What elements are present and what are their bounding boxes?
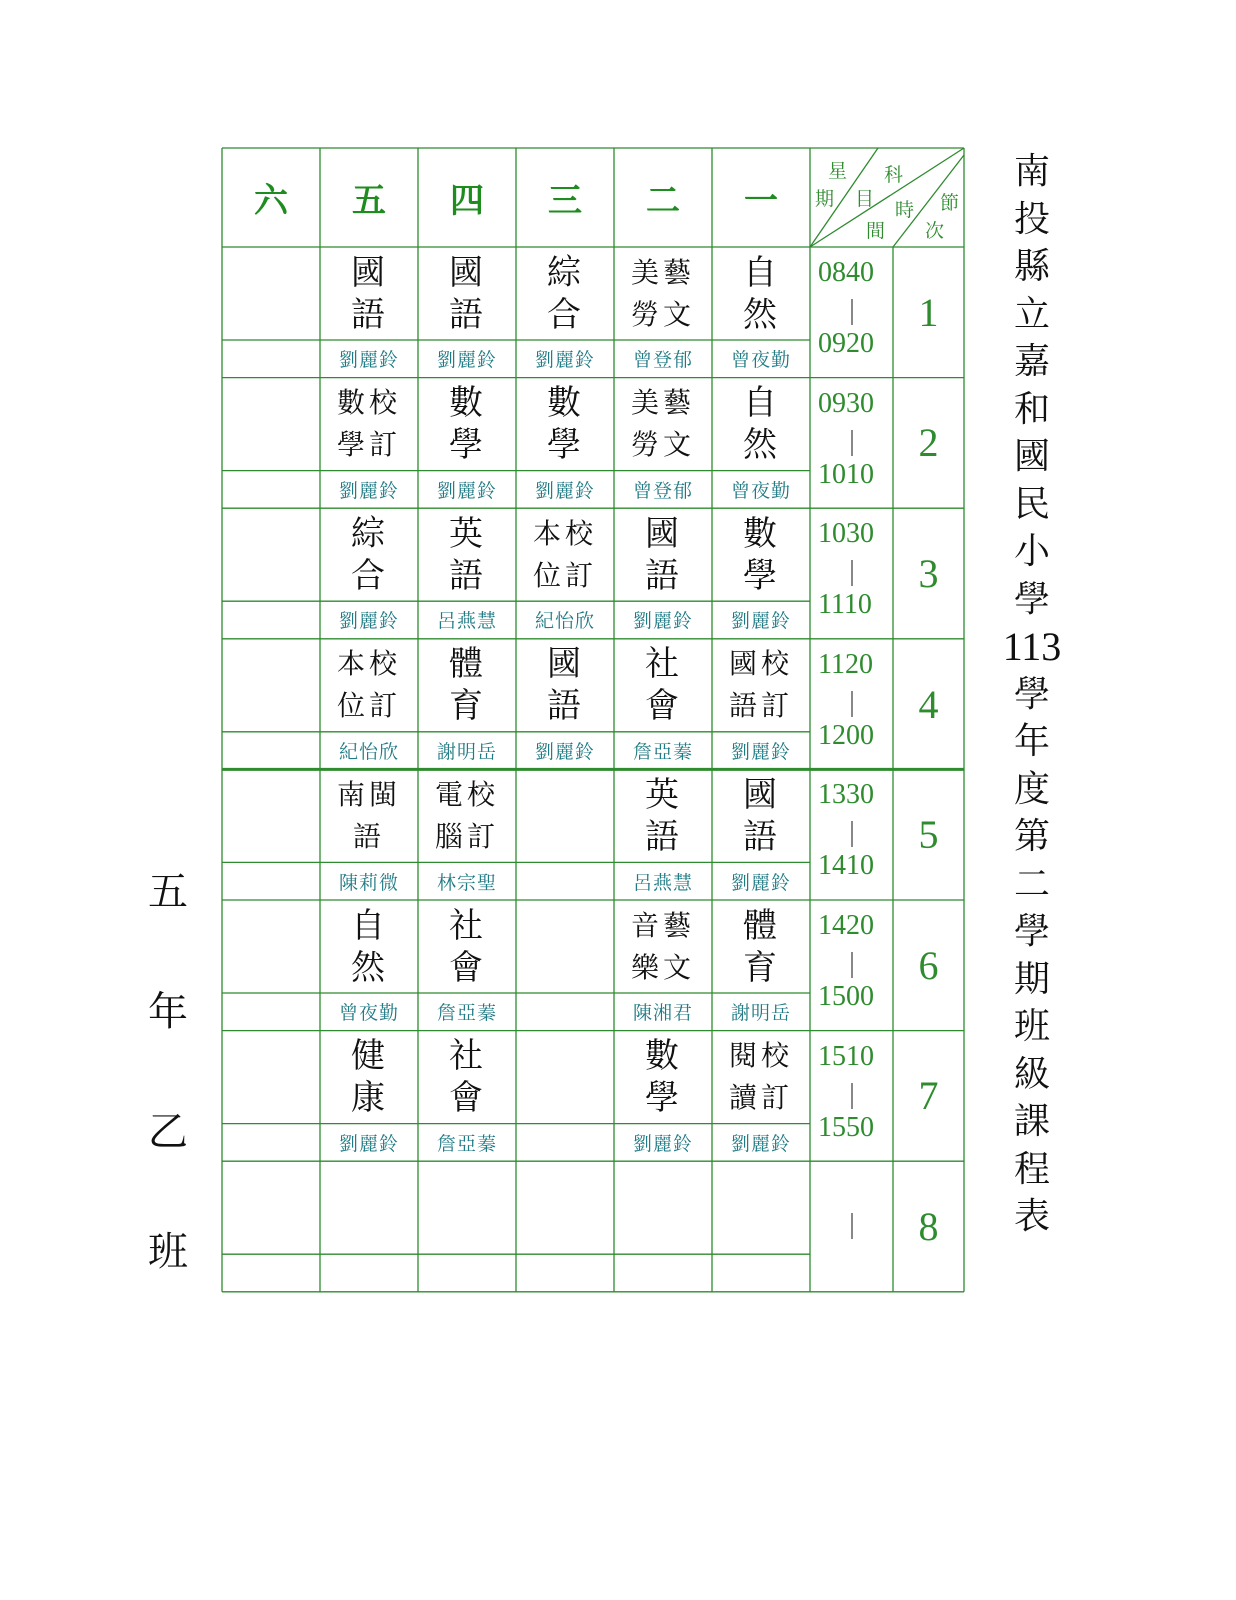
title-char: 級 (1013, 1053, 1050, 1095)
start-time: 1330 (818, 779, 874, 811)
day-header: 六 (254, 181, 288, 221)
teacher-name: 曾登郁 (632, 349, 693, 372)
teacher-name: 劉麗鈴 (436, 479, 497, 502)
title-char: 國 (1013, 436, 1050, 477)
day-header: 二 (646, 181, 680, 221)
subject-cell: 閱校 讀訂 (728, 1039, 793, 1115)
period-number: 8 (918, 1203, 939, 1249)
subject-cell: 健 康 (351, 1036, 387, 1119)
teacher-name: 劉麗鈴 (338, 479, 399, 502)
time-separator (851, 952, 853, 978)
teacher-name: 劉麗鈴 (534, 479, 595, 502)
subject-cell: 綜 合 (351, 513, 387, 596)
start-time: 1030 (818, 518, 874, 550)
subject-cell: 社 會 (645, 644, 681, 727)
day-header: 三 (548, 181, 582, 221)
teacher-name: 詹亞蓁 (632, 741, 693, 764)
subject-cell: 自 然 (351, 905, 387, 988)
teacher-name: 曾夜勤 (730, 479, 791, 502)
subject-cell: 美藝 勞文 (630, 255, 695, 331)
teacher-name: 劉麗鈴 (534, 741, 595, 764)
title-char: 南 (1013, 151, 1050, 192)
title-char: 小 (1013, 531, 1050, 572)
end-time: 1550 (818, 1111, 874, 1143)
class-name (140, 860, 196, 1340)
subject-cell: 美藝 勞文 (630, 386, 695, 462)
subject-cell: 社 會 (449, 905, 485, 988)
subject-cell: 自 然 (743, 383, 779, 466)
teacher-name: 劉麗鈴 (632, 1132, 693, 1155)
subject-cell: 自 然 (743, 252, 779, 335)
time-separator (851, 430, 853, 456)
time-separator (851, 1083, 853, 1109)
time-separator (851, 299, 853, 325)
title-char: 度 (1013, 768, 1050, 810)
start-time: 0930 (818, 387, 874, 419)
title-char: 嘉 (1013, 341, 1050, 382)
title-char: 班 (1013, 1006, 1050, 1047)
corner-label-ci: 次 (925, 220, 945, 242)
teacher-name: 呂燕慧 (436, 610, 497, 633)
teacher-name: 劉麗鈴 (338, 349, 399, 372)
title-char: 立 (1013, 293, 1050, 335)
teacher-name: 曾夜勤 (338, 1002, 399, 1025)
teacher-name: 劉麗鈴 (436, 349, 497, 372)
subject-cell: 英 語 (449, 513, 485, 596)
corner-label-item: 目 (855, 188, 875, 210)
teacher-name: 紀怡欣 (534, 610, 595, 633)
teacher-name: 紀怡欣 (338, 741, 399, 764)
time-separator (851, 691, 853, 717)
subject-cell: 英 語 (645, 774, 681, 857)
subject-cell: 國 語 (547, 644, 583, 727)
subject-cell: 數 學 (547, 383, 583, 466)
title-char: 縣 (1013, 246, 1050, 287)
teacher-name: 劉麗鈴 (338, 1132, 399, 1155)
subject-cell: 南閩 語 (336, 777, 401, 853)
time-separator (851, 821, 853, 847)
subject-cell: 數 學 (743, 513, 779, 596)
teacher-name: 劉麗鈴 (730, 741, 791, 764)
corner-label-subject: 科 (884, 164, 904, 186)
day-header: 一 (744, 181, 778, 221)
teacher-name: 曾登郁 (632, 479, 693, 502)
subject-cell: 電校 腦訂 (434, 777, 499, 853)
corner-label-jie: 節 (940, 192, 960, 214)
subject-cell: 本校 位訂 (532, 516, 597, 592)
teacher-name: 劉麗鈴 (632, 610, 693, 633)
title-char: 和 (1013, 388, 1050, 430)
subject-cell: 綜 合 (547, 252, 583, 335)
teacher-name: 劉麗鈴 (338, 610, 399, 633)
teacher-name: 陳莉微 (338, 871, 399, 894)
subject-cell: 社 會 (449, 1036, 485, 1119)
teacher-name: 劉麗鈴 (730, 610, 791, 633)
teacher-name: 劉麗鈴 (730, 871, 791, 894)
period-number: 2 (918, 420, 939, 466)
corner-label-time: 時 (895, 199, 915, 221)
teacher-name: 林宗聖 (436, 871, 497, 894)
start-time: 1120 (818, 648, 873, 680)
subject-cell: 數 學 (645, 1036, 681, 1119)
teacher-name: 曾夜勤 (730, 349, 791, 372)
start-time: 0840 (818, 257, 874, 288)
end-time: 1410 (818, 850, 874, 882)
corner-label-star: 星 (828, 160, 848, 182)
subject-cell: 本校 位訂 (336, 647, 401, 723)
period-number: 3 (918, 550, 939, 596)
period-number: 7 (918, 1073, 939, 1119)
class-name-char: 乙 (148, 1109, 188, 1155)
start-time: 1420 (818, 910, 874, 941)
title-char: 第 (1013, 816, 1050, 857)
subject-cell: 國校 語訂 (728, 647, 793, 723)
time-separator (851, 560, 853, 586)
title-char: 課 (1013, 1101, 1050, 1142)
teacher-name: 詹亞蓁 (436, 1132, 497, 1155)
time-separator (851, 1213, 853, 1239)
period-number: 4 (918, 681, 939, 727)
end-time: 0920 (818, 328, 874, 359)
title-char: 二 (1013, 863, 1050, 905)
subject-cell: 國 語 (645, 513, 681, 596)
subject-cell: 數 學 (449, 383, 485, 466)
subject-cell: 音藝 樂文 (630, 908, 695, 984)
teacher-name: 謝明岳 (730, 1002, 791, 1025)
subject-cell: 國 語 (743, 774, 779, 857)
period-number: 6 (918, 942, 939, 988)
teacher-name: 劉麗鈴 (534, 349, 595, 372)
title-char: 期 (1013, 958, 1050, 1000)
subject-cell: 國 語 (449, 252, 485, 335)
teacher-name: 謝明岳 (436, 741, 497, 764)
page-title (1002, 148, 1062, 1241)
title-char: 113 (1002, 624, 1062, 669)
period-number: 5 (918, 812, 939, 858)
subject-cell: 數校 學訂 (336, 386, 401, 462)
title-char: 民 (1013, 483, 1050, 525)
day-header: 五 (352, 181, 386, 221)
class-name-char: 年 (148, 989, 188, 1035)
class-name-char: 班 (148, 1229, 188, 1275)
end-time: 1010 (818, 458, 874, 490)
end-time: 1110 (818, 589, 872, 621)
teacher-name: 詹亞蓁 (436, 1002, 497, 1025)
title-char: 程 (1013, 1148, 1050, 1190)
title-char: 投 (1013, 198, 1050, 240)
title-char: 學 (1013, 578, 1050, 620)
teacher-name: 陳湘君 (632, 1002, 693, 1025)
teacher-name: 劉麗鈴 (730, 1132, 791, 1155)
start-time: 1510 (818, 1040, 874, 1072)
class-name-char: 五 (148, 869, 188, 915)
subject-cell: 體 育 (449, 644, 485, 727)
end-time: 1500 (818, 981, 874, 1012)
title-char: 年 (1013, 721, 1050, 762)
title-char: 學 (1013, 911, 1050, 952)
title-char: 表 (1013, 1196, 1050, 1237)
day-header: 四 (450, 181, 484, 221)
period-number: 1 (918, 289, 939, 335)
teacher-name: 呂燕慧 (632, 871, 693, 894)
end-time: 1200 (818, 719, 874, 751)
title-char: 學 (1013, 673, 1050, 715)
subject-cell: 體 育 (743, 905, 779, 988)
corner-label-between: 間 (866, 220, 886, 242)
corner-label-day: 期 (815, 188, 835, 210)
subject-cell: 國 語 (351, 252, 387, 335)
